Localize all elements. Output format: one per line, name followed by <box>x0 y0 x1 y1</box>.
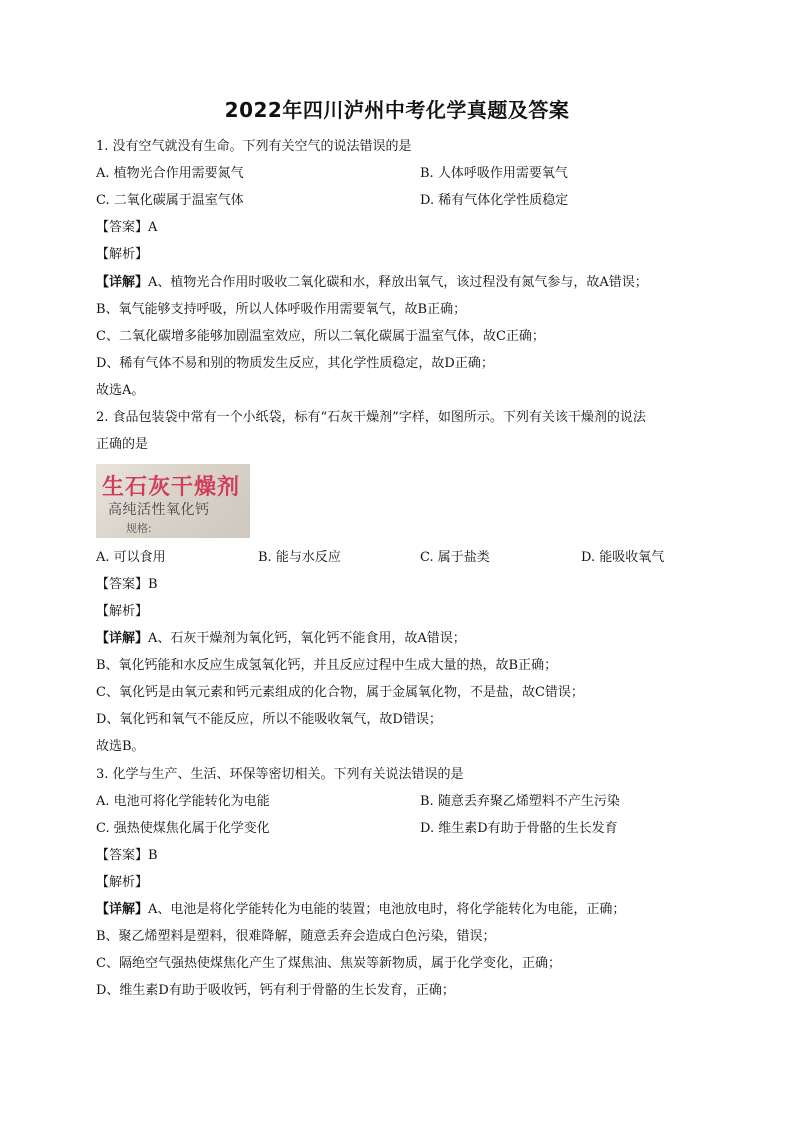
q2-detail-1 <box>96 629 466 649</box>
q2-choose: 故选B。 <box>96 739 145 754</box>
photo-label-3: 规格: <box>126 522 152 535</box>
detail-label: 【详解】 <box>96 902 149 917</box>
q2-option-b: B. 能与水反应 <box>258 550 341 565</box>
q3-detail-3: C、隔绝空气强热使煤焦化产生了煤焦油、焦炭等新物质，属于化学变化，正确； <box>96 956 561 971</box>
page-title: 2022年四川泸州中考化学真题及答案 <box>224 98 570 122</box>
q1-option-b: B. 人体呼吸作用需要氧气 <box>420 166 568 181</box>
photo-label-2: 高纯活性氧化钙 <box>108 502 210 518</box>
q2-detail-2: B、氧化钙能和水反应生成氢氧化钙，并且反应过程中生成大量的热，故B正确； <box>96 658 558 673</box>
q3-answer: 【答案】B <box>96 848 158 863</box>
q2-stem-line2: 正确的是 <box>96 437 149 452</box>
photo-label-1: 生石灰干燥剂 <box>102 475 241 500</box>
q2-option-a: A. 可以食用 <box>96 550 166 565</box>
detail-text: A、植物光合作用时吸收二氧化碳和水，释放出氧气，该过程没有氮气参与，故A错误； <box>148 275 648 290</box>
q2-analysis: 【解析】 <box>96 604 149 619</box>
q3-detail-1 <box>96 900 625 920</box>
q1-analysis: 【解析】 <box>96 247 149 262</box>
detail-text: A、石灰干燥剂为氧化钙，氧化钙不能食用，故A错误； <box>148 631 466 646</box>
q1-detail-3: C、二氧化碳增多能够加剧温室效应，所以二氧化碳属于温室气体，故C正确； <box>96 329 545 344</box>
q1-option-c: C. 二氧化碳属于温室气体 <box>96 193 244 208</box>
q3-option-b: B. 随意丢弃聚乙烯塑料不产生污染 <box>420 794 620 809</box>
desiccant-photo <box>96 464 250 538</box>
q2-option-d: D. 能吸收氧气 <box>581 550 665 565</box>
q2-stem-line1: 2. 食品包装袋中常有一个小纸袋，标有“石灰干燥剂”字样，如图所示。下列有关该干燥剂的说法 <box>96 410 646 425</box>
q1-option-a: A. 植物光合作用需要氮气 <box>96 166 244 181</box>
detail-text: A、电池是将化学能转化为电能的装置；电池放电时，将化学能转化为电能，正确； <box>148 902 626 917</box>
q1-detail-1 <box>96 273 648 293</box>
q3-detail-2: B、聚乙烯塑料是塑料，很难降解，随意丢弃会造成白色污染，错误； <box>96 929 496 944</box>
q3-detail-4: D、维生素D有助于吸收钙，钙有利于骨骼的生长发育，正确； <box>96 983 455 998</box>
q1-detail-4: D、稀有气体不易和别的物质发生反应，其化学性质稳定，故D正确； <box>96 356 494 371</box>
q3-stem: 3. 化学与生产、生活、环保等密切相关。下列有关说法错误的是 <box>96 767 464 782</box>
q1-option-d: D. 稀有气体化学性质稳定 <box>420 193 569 208</box>
q3-option-a: A. 电池可将化学能转化为电能 <box>96 794 270 809</box>
q1-detail-2: B、氧气能够支持呼吸，所以人体呼吸作用需要氧气，故B正确； <box>96 302 467 317</box>
q1-stem: 1. 没有空气就没有生命。下列有关空气的说法错误的是 <box>96 139 412 154</box>
q3-analysis: 【解析】 <box>96 875 149 890</box>
q2-detail-3: C、氧化钙是由氧元素和钙元素组成的化合物，属于金属氧化物，不是盐，故C错误； <box>96 685 584 700</box>
q1-choose: 故选A。 <box>96 383 145 398</box>
q2-option-c: C. 属于盐类 <box>420 550 490 565</box>
q2-answer: 【答案】B <box>96 577 158 592</box>
detail-label: 【详解】 <box>96 275 149 290</box>
q3-option-c: C. 强热使煤焦化属于化学变化 <box>96 821 270 836</box>
q3-option-d: D. 维生素D有助于骨骼的生长发育 <box>420 821 618 836</box>
detail-label: 【详解】 <box>96 631 149 646</box>
q1-answer: 【答案】A <box>96 220 158 235</box>
q2-detail-4: D、氧化钙和氧气不能反应，所以不能吸收氧气，故D错误； <box>96 712 442 727</box>
